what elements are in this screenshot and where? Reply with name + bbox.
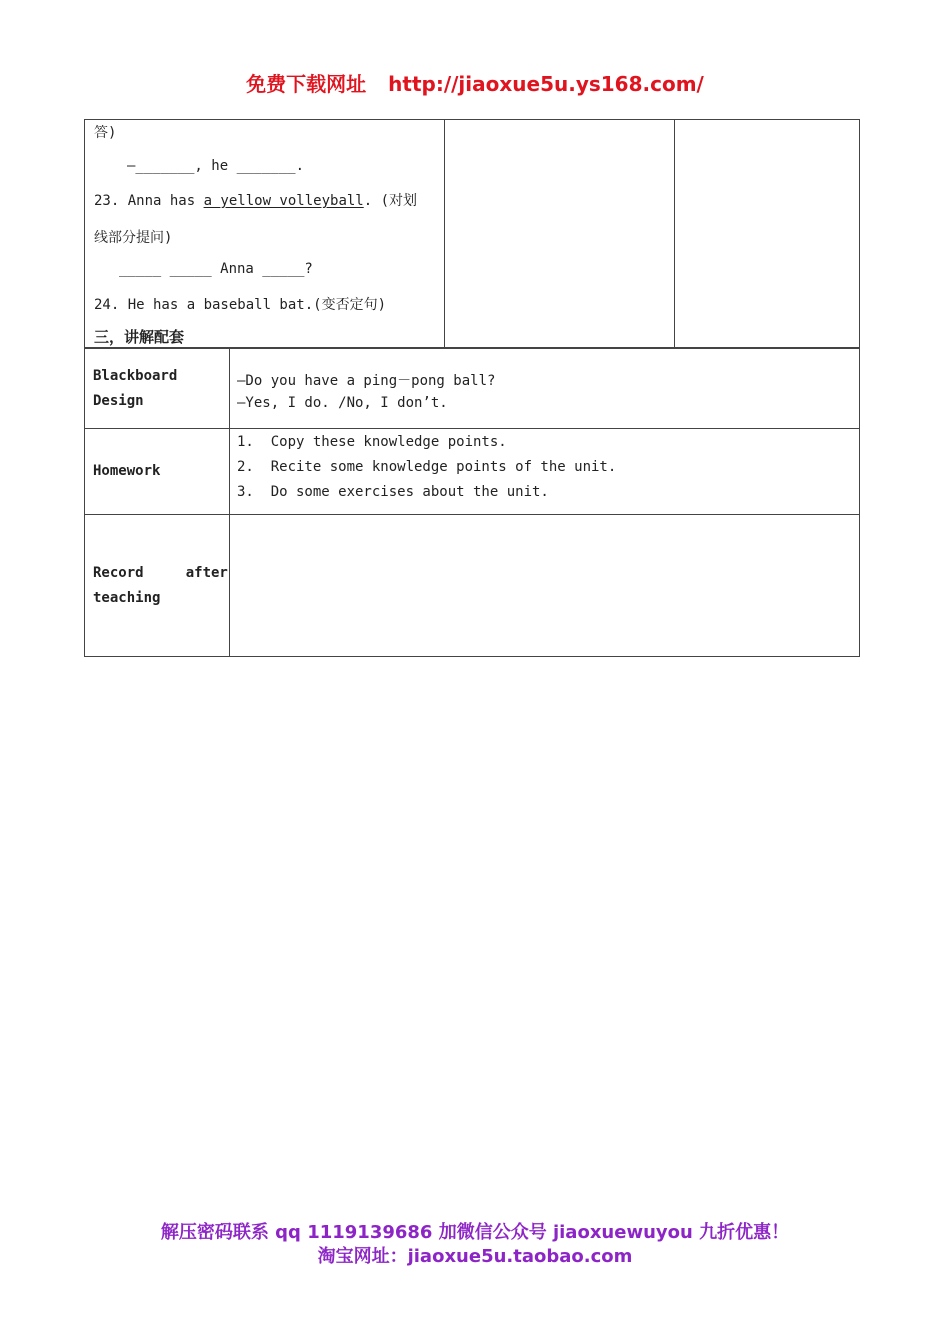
- homework-item: 1. Copy these knowledge points.: [237, 434, 507, 450]
- record-label-1: Record after: [93, 565, 228, 581]
- q23-suffix: . (对划: [363, 193, 418, 209]
- blackboard-label-2: Design: [93, 393, 144, 409]
- homework-label: Homework: [93, 463, 161, 479]
- exercise-answer-blanks: —_______, he _______.: [127, 158, 305, 174]
- header-label: 免费下载网址: [246, 72, 367, 96]
- page-header: [0, 68, 950, 97]
- blackboard-label-1: Blackboard: [93, 368, 178, 384]
- header-url-link[interactable]: http://jiaoxue5u.ys168.com/: [388, 72, 704, 96]
- exercise-line-1: 答): [94, 125, 117, 141]
- question-23-blanks: _____ _____ Anna _____?: [119, 261, 313, 277]
- homework-item: 2. Recite some knowledge points of the unit.: [237, 459, 617, 475]
- record-label-2: teaching: [93, 590, 161, 606]
- empty-cell-2: [444, 120, 675, 347]
- blackboard-design-row: [84, 348, 860, 429]
- blackboard-line-1: —Do you have a ping－pong ball?: [237, 373, 496, 389]
- exercise-table: [84, 119, 860, 348]
- question-23: [94, 190, 417, 210]
- footer-line-1: 解压密码联系 qq 1119139686 加微信公众号 jiaoxuewuyou 九折优惠！: [160, 1222, 790, 1243]
- q23-underlined: a yellow volleyball: [203, 193, 364, 209]
- section-3-heading: 三，讲解配套: [94, 328, 185, 346]
- homework-label-cell: [85, 429, 230, 514]
- exercise-cell: [85, 120, 445, 347]
- record-label-cell: [85, 515, 230, 656]
- homework-item: 3. Do some exercises about the unit.: [237, 484, 549, 500]
- question-24: 24. He has a baseball bat.(变否定句): [94, 297, 387, 313]
- blackboard-label-cell: [85, 349, 230, 428]
- q23-prefix: 23. Anna has: [94, 193, 204, 209]
- footer-line-2: 淘宝网址：jiaoxue5u.taobao.com: [317, 1246, 633, 1267]
- record-row: [84, 515, 860, 657]
- question-23-line-2: 线部分提问): [94, 230, 173, 246]
- blackboard-line-2: —Yes, I do. /No, I don’t.: [237, 395, 448, 411]
- homework-row: [84, 429, 860, 515]
